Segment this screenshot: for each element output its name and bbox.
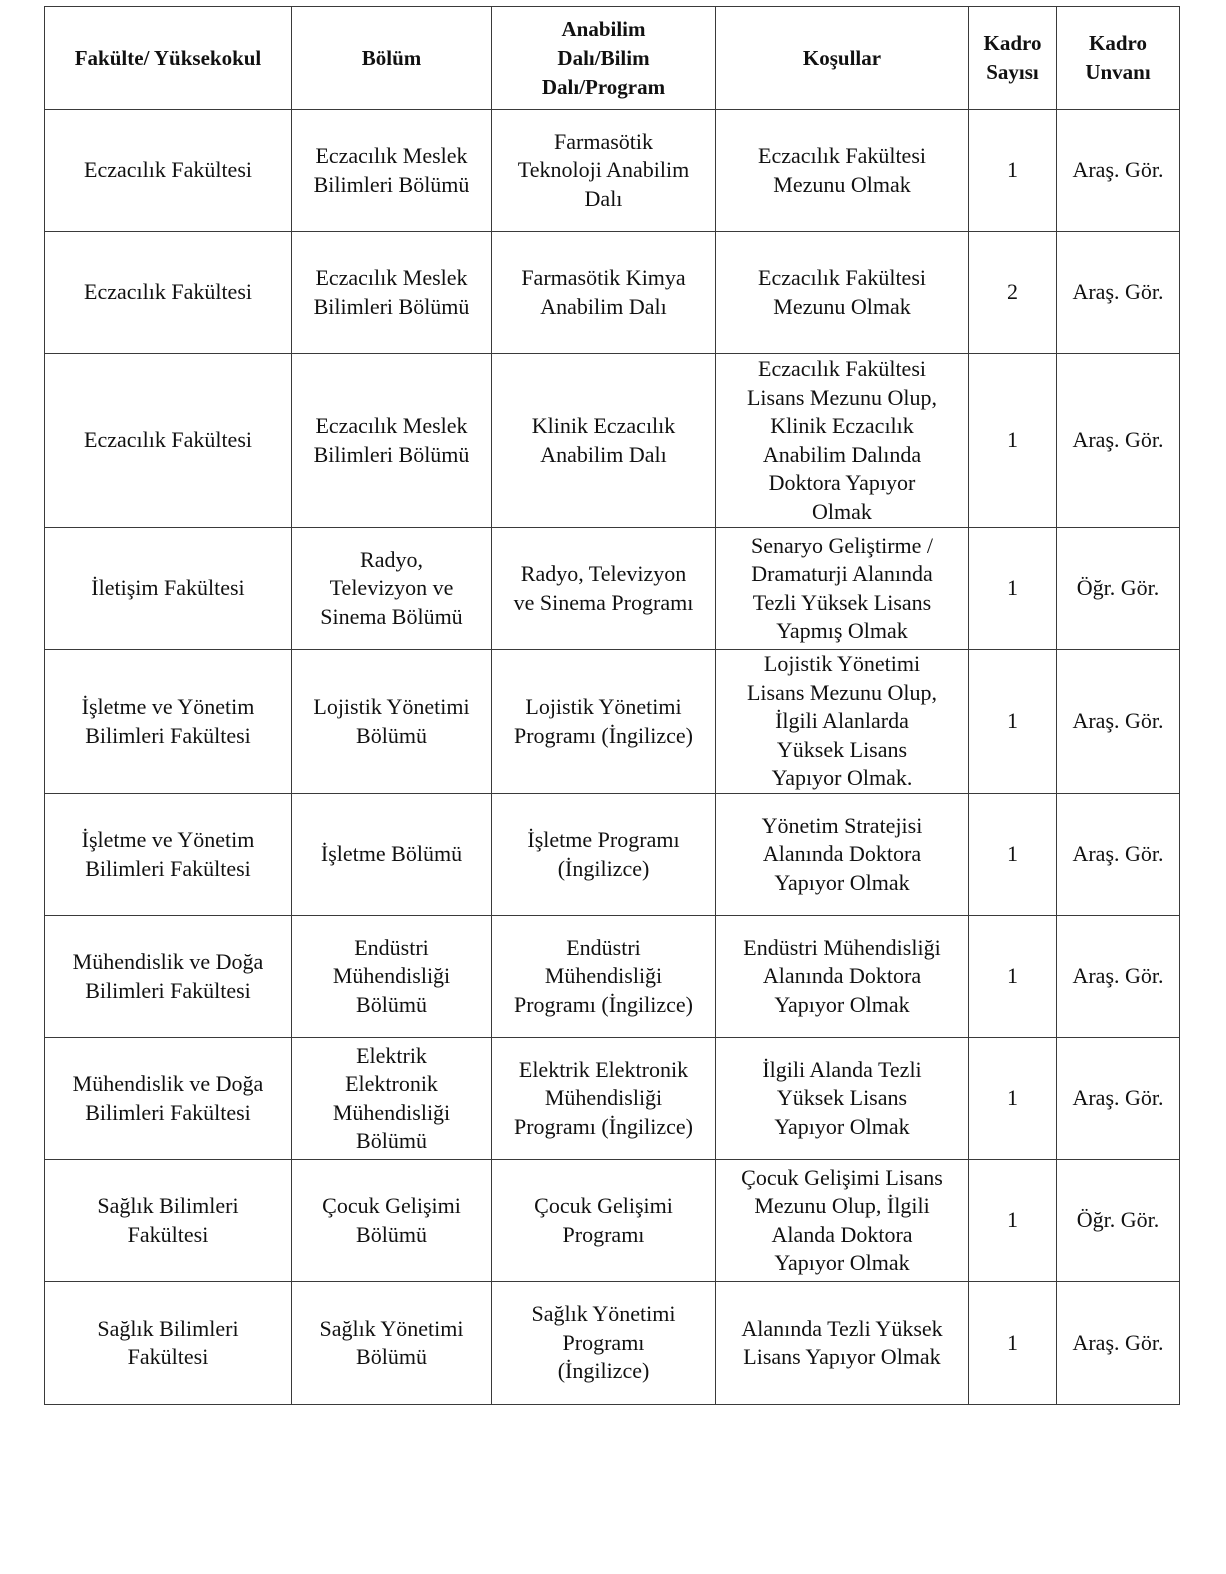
cell-kadro-sayisi: 2: [969, 232, 1057, 354]
cell-kadro-unvani: Araş. Gör.: [1057, 916, 1180, 1038]
cell-kadro-unvani: Araş. Gör.: [1057, 354, 1180, 528]
cell-kadro-unvani: Araş. Gör.: [1057, 1282, 1180, 1405]
cell-kosullar: Lojistik Yönetimi Lisans Mezunu Olup, İlgili Alanlarda Yüksek Lisans Yapıyor Olmak.: [716, 650, 969, 794]
cell-kadro-sayisi: 1: [969, 1282, 1057, 1405]
cell-kadro-sayisi: 1: [969, 916, 1057, 1038]
cell-kadro-unvani: Araş. Gör.: [1057, 110, 1180, 232]
cell-anabilim: Çocuk Gelişimi Programı: [492, 1160, 716, 1282]
cell-kadro-sayisi: 1: [969, 1160, 1057, 1282]
table-row: [45, 1282, 1180, 1405]
cell-kosullar: Yönetim Stratejisi Alanında Doktora Yapıyor Olmak: [716, 794, 969, 916]
cell-anabilim: Lojistik Yönetimi Programı (İngilizce): [492, 650, 716, 794]
cell-fakulte: Eczacılık Fakültesi: [45, 232, 292, 354]
cell-fakulte: İşletme ve Yönetim Bilimleri Fakültesi: [45, 794, 292, 916]
table-row: [45, 794, 1180, 916]
cell-kosullar: Eczacılık Fakültesi Lisans Mezunu Olup, Klinik Eczacılık Anabilim Dalında Doktora Yapıyor Olmak: [716, 354, 969, 528]
header-fakulte: Fakülte/ Yüksekokul: [45, 7, 292, 110]
cell-anabilim: Klinik Eczacılık Anabilim Dalı: [492, 354, 716, 528]
kadro-table: [44, 6, 1180, 1405]
cell-kadro-sayisi: 1: [969, 354, 1057, 528]
cell-anabilim: Elektrik Elektronik Mühendisliği Programı (İngilizce): [492, 1038, 716, 1160]
header-kadro-unvani: Kadro Unvanı: [1057, 7, 1180, 110]
header-kosullar: Koşullar: [716, 7, 969, 110]
cell-kosullar: Eczacılık Fakültesi Mezunu Olmak: [716, 232, 969, 354]
cell-fakulte: Mühendislik ve Doğa Bilimleri Fakültesi: [45, 1038, 292, 1160]
cell-kosullar: İlgili Alanda Tezli Yüksek Lisans Yapıyor Olmak: [716, 1038, 969, 1160]
cell-anabilim: İşletme Programı (İngilizce): [492, 794, 716, 916]
cell-bolum: Lojistik Yönetimi Bölümü: [292, 650, 492, 794]
cell-kadro-sayisi: 1: [969, 1038, 1057, 1160]
cell-fakulte: İletişim Fakültesi: [45, 528, 292, 650]
cell-bolum: Elektrik Elektronik Mühendisliği Bölümü: [292, 1038, 492, 1160]
cell-kosullar: Senaryo Geliştirme / Dramaturji Alanında Tezli Yüksek Lisans Yapmış Olmak: [716, 528, 969, 650]
cell-kosullar: Çocuk Gelişimi Lisans Mezunu Olup, İlgili Alanda Doktora Yapıyor Olmak: [716, 1160, 969, 1282]
cell-fakulte: Sağlık Bilimleri Fakültesi: [45, 1282, 292, 1405]
table-row: [45, 916, 1180, 1038]
cell-fakulte: Mühendislik ve Doğa Bilimleri Fakültesi: [45, 916, 292, 1038]
cell-kosullar: Endüstri Mühendisliği Alanında Doktora Yapıyor Olmak: [716, 916, 969, 1038]
cell-bolum: Endüstri Mühendisliği Bölümü: [292, 916, 492, 1038]
cell-kadro-sayisi: 1: [969, 110, 1057, 232]
header-row: [45, 7, 1180, 110]
cell-kadro-unvani: Araş. Gör.: [1057, 794, 1180, 916]
cell-anabilim: Farmasötik Teknoloji Anabilim Dalı: [492, 110, 716, 232]
header-bolum: Bölüm: [292, 7, 492, 110]
header-anabilim: Anabilim Dalı/Bilim Dalı/Program: [492, 7, 716, 110]
cell-bolum: Radyo, Televizyon ve Sinema Bölümü: [292, 528, 492, 650]
cell-fakulte: Sağlık Bilimleri Fakültesi: [45, 1160, 292, 1282]
cell-kosullar: Alanında Tezli Yüksek Lisans Yapıyor Olmak: [716, 1282, 969, 1405]
cell-bolum: Eczacılık Meslek Bilimleri Bölümü: [292, 110, 492, 232]
cell-kadro-sayisi: 1: [969, 528, 1057, 650]
cell-kadro-unvani: Öğr. Gör.: [1057, 528, 1180, 650]
cell-fakulte: İşletme ve Yönetim Bilimleri Fakültesi: [45, 650, 292, 794]
cell-bolum: İşletme Bölümü: [292, 794, 492, 916]
cell-kadro-sayisi: 1: [969, 794, 1057, 916]
cell-bolum: Eczacılık Meslek Bilimleri Bölümü: [292, 232, 492, 354]
cell-anabilim: Sağlık Yönetimi Programı (İngilizce): [492, 1282, 716, 1405]
cell-anabilim: Radyo, Televizyon ve Sinema Programı: [492, 528, 716, 650]
table-row: [45, 110, 1180, 232]
cell-kadro-sayisi: 1: [969, 650, 1057, 794]
cell-anabilim: Endüstri Mühendisliği Programı (İngilizce): [492, 916, 716, 1038]
cell-fakulte: Eczacılık Fakültesi: [45, 354, 292, 528]
table-row: [45, 650, 1180, 794]
table-row: [45, 1160, 1180, 1282]
cell-kadro-unvani: Öğr. Gör.: [1057, 1160, 1180, 1282]
cell-bolum: Sağlık Yönetimi Bölümü: [292, 1282, 492, 1405]
cell-bolum: Eczacılık Meslek Bilimleri Bölümü: [292, 354, 492, 528]
cell-anabilim: Farmasötik Kimya Anabilim Dalı: [492, 232, 716, 354]
table-row: [45, 232, 1180, 354]
cell-kadro-unvani: Araş. Gör.: [1057, 650, 1180, 794]
cell-fakulte: Eczacılık Fakültesi: [45, 110, 292, 232]
table-row: [45, 528, 1180, 650]
table-row: [45, 354, 1180, 528]
cell-kadro-unvani: Araş. Gör.: [1057, 232, 1180, 354]
header-kadro-sayisi: Kadro Sayısı: [969, 7, 1057, 110]
cell-kosullar: Eczacılık Fakültesi Mezunu Olmak: [716, 110, 969, 232]
cell-bolum: Çocuk Gelişimi Bölümü: [292, 1160, 492, 1282]
table-row: [45, 1038, 1180, 1160]
cell-kadro-unvani: Araş. Gör.: [1057, 1038, 1180, 1160]
